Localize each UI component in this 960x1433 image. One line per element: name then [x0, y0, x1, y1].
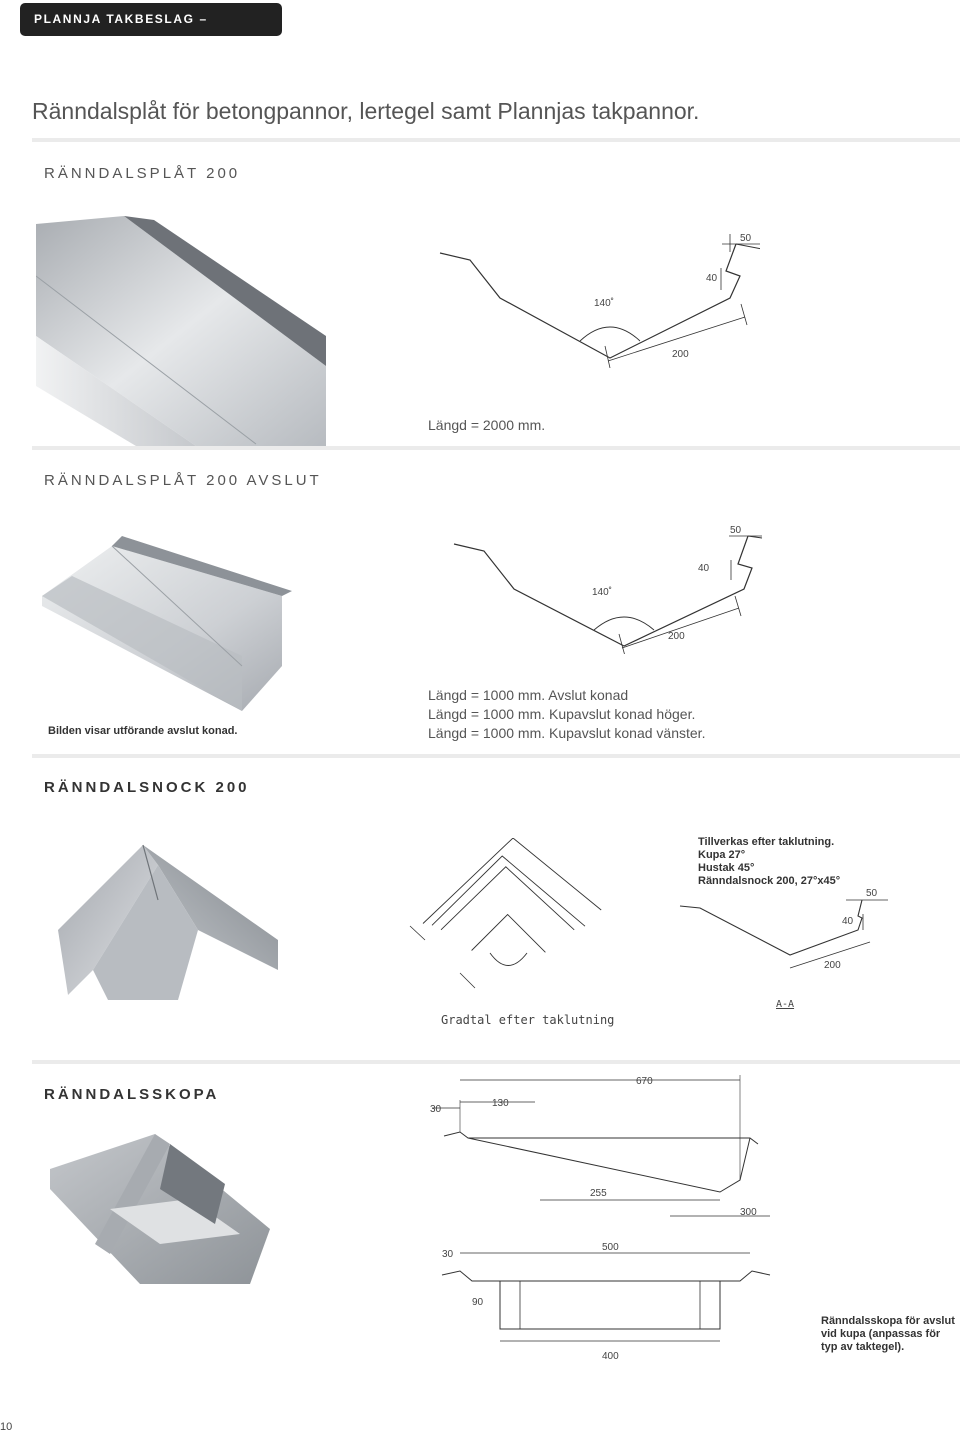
page-number: 10	[0, 1421, 13, 1433]
plan-label: Gradtal efter taklutning	[441, 1013, 615, 1027]
dim-670: 670	[636, 1076, 653, 1087]
dim-angle: 140˚	[594, 298, 615, 309]
section-title-ranndalsplat-200-avslut: RÄNNDALSPLÅT 200 AVSLUT	[44, 472, 322, 489]
length-notes	[428, 686, 705, 743]
dim-50: 50	[740, 233, 752, 244]
dim-50: 50	[730, 525, 742, 536]
dim-255: 255	[590, 1188, 607, 1199]
plan-drawing-ranndalsnock	[405, 838, 605, 998]
section-divider	[32, 138, 960, 142]
dim-90: 90	[472, 1297, 484, 1308]
photo-caption: Bilden visar utförande avslut konad.	[48, 725, 238, 737]
dim-300: 300	[740, 1207, 757, 1218]
length-note: Längd = 1000 mm. Kupavslut konad vänster.	[428, 725, 706, 741]
length-note: Längd = 1000 mm. Avslut konad	[428, 687, 629, 703]
length-note: Längd = 1000 mm. Kupavslut konad höger.	[428, 706, 696, 722]
dim-130: 130	[492, 1098, 509, 1109]
production-notes	[698, 836, 840, 888]
profile-drawing-ranndalsskopa	[420, 1070, 780, 1220]
section-divider	[32, 1060, 960, 1064]
photo-caption: Ränndalsskopa för avslut vid kupa (anpassas för typ av taktegel).	[821, 1315, 955, 1353]
dim-angle: 140˚	[592, 587, 613, 598]
front-drawing-ranndalsskopa	[430, 1235, 780, 1365]
dim-50: 50	[866, 888, 878, 899]
dim-400: 400	[602, 1351, 619, 1362]
note-line: Hustak 45°	[698, 862, 755, 874]
length-note: Längd = 2000 mm.	[428, 417, 546, 433]
section-divider	[32, 446, 960, 450]
section-title-ranndalsplat-200: RÄNNDALSPLÅT 200	[44, 165, 241, 182]
profile-drawing-ranndalsplat	[430, 228, 760, 368]
section-label: A-A	[776, 999, 795, 1010]
dim-40: 40	[698, 563, 710, 574]
product-photo-ranndalsnock	[48, 840, 278, 1000]
dim-40: 40	[842, 916, 854, 927]
note-line: Ränndalsnock 200, 27°x45°	[698, 875, 841, 887]
dim-40: 40	[706, 273, 718, 284]
main-heading: Ränndalsplåt för betongpannor, lertegel samt Plannjas takpannor.	[32, 98, 700, 124]
section-drawing-ranndalsnock	[670, 882, 895, 992]
note-line: Tillverkas efter taklutning.	[698, 836, 835, 848]
dim-200: 200	[824, 960, 841, 971]
header-badge: PLANNJA TAKBESLAG – STANDARD	[20, 3, 282, 36]
section-divider	[32, 754, 960, 758]
product-photo-ranndalsplat-avslut	[42, 536, 302, 711]
section-title-ranndalsskopa: RÄNNDALSSKOPA	[44, 1086, 220, 1103]
dim-30-top: 30	[430, 1104, 442, 1115]
profile-drawing-ranndalsplat-avslut	[444, 524, 764, 654]
section-title-ranndalsnock-200: RÄNNDALSNOCK 200	[44, 779, 250, 796]
dim-30-front: 30	[442, 1249, 454, 1260]
dim-200: 200	[672, 349, 689, 360]
note-line: Kupa 27°	[698, 849, 746, 861]
product-photo-ranndalsplat	[36, 216, 326, 446]
dim-200: 200	[668, 631, 685, 642]
dim-500: 500	[602, 1242, 619, 1253]
product-photo-ranndalsskopa	[50, 1134, 270, 1284]
